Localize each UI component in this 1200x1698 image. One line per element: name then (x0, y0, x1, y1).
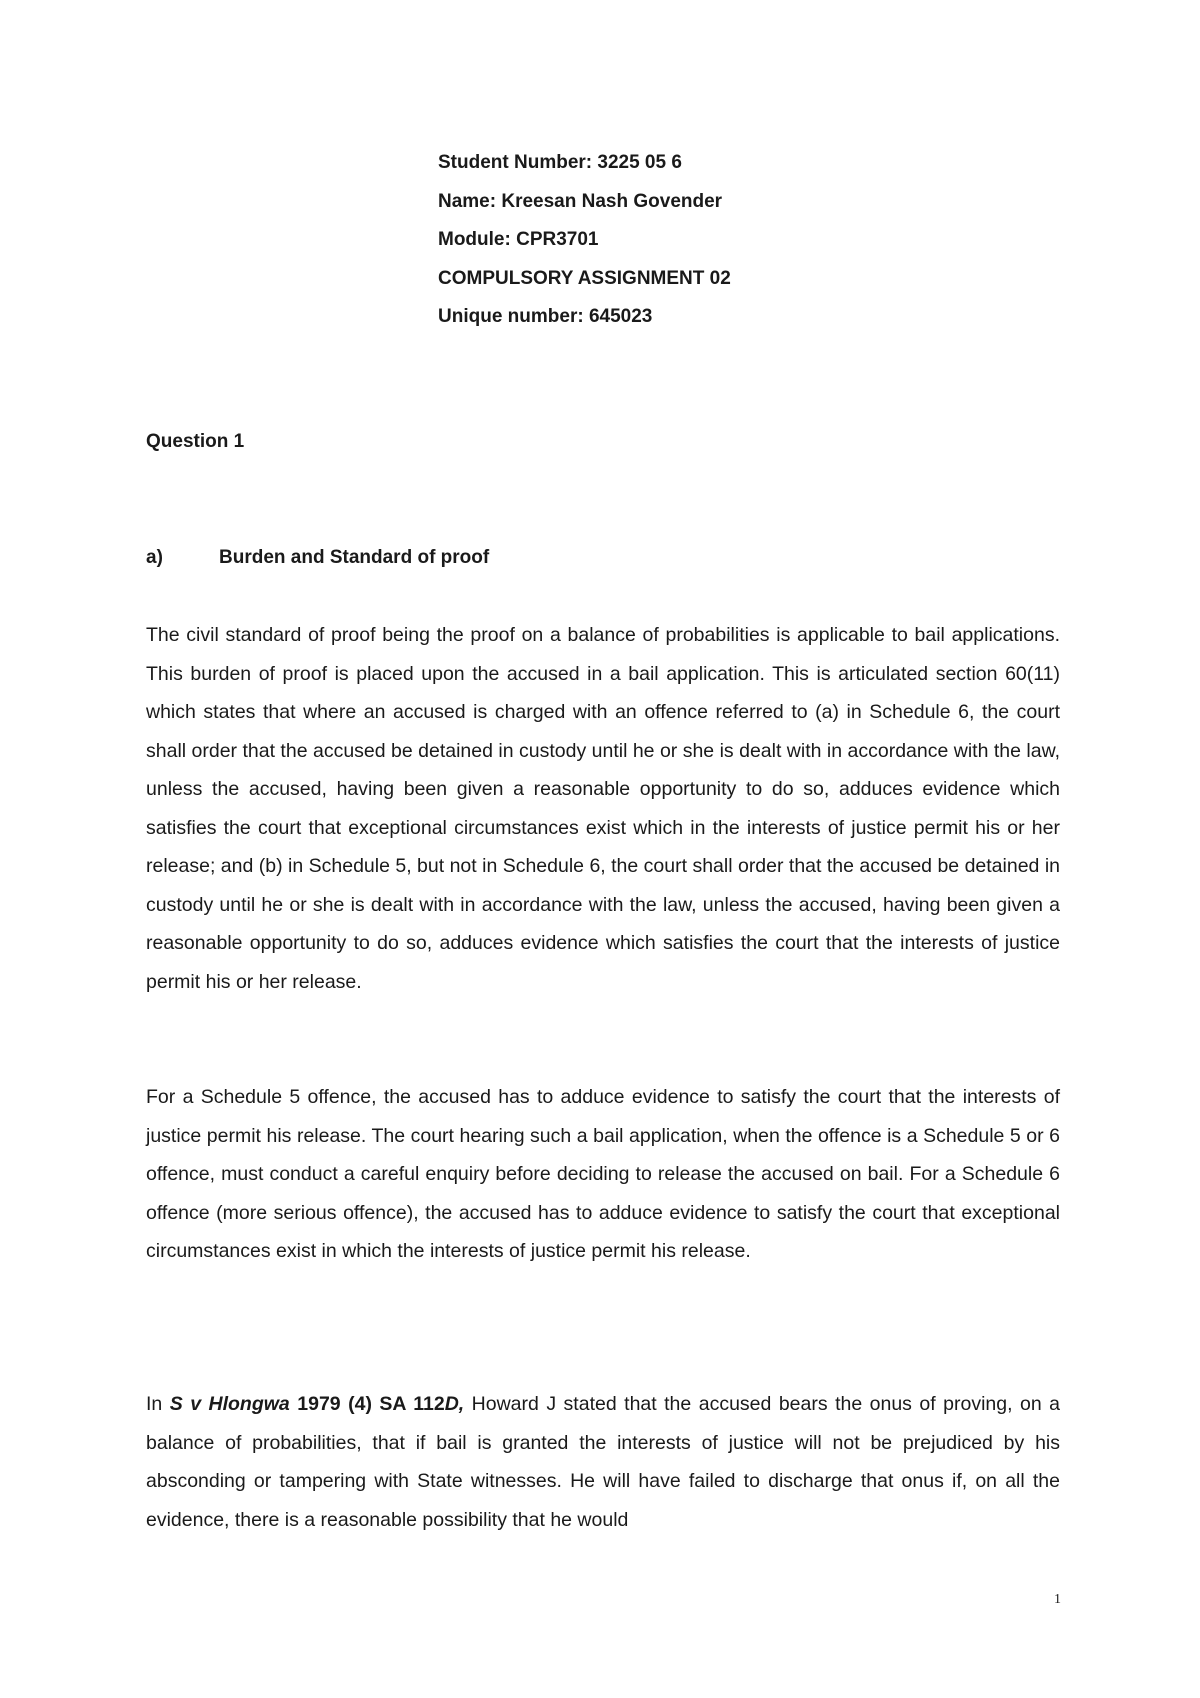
unique-number: Unique number: 645023 (438, 306, 653, 327)
section-heading (146, 547, 489, 569)
section-title: Burden and Standard of proof (219, 547, 490, 568)
case-intro: In (146, 1393, 170, 1415)
question-heading: Question 1 (146, 431, 245, 452)
student-name: Name: Kreesan Nash Govender (438, 190, 723, 212)
page-number: 1 (1054, 1592, 1061, 1607)
assignment-title: COMPULSORY ASSIGNMENT 02 (438, 267, 731, 289)
case-body: Howard J stated that the accused bears the onus of proving, on a balance of probabilities, that if bail is granted the interests of justice will not be prejudiced by his absconding or tampering with State witnesses. He will have failed to discharge that onus if, on all the evidence, there is a reasonable possibility that he would (146, 1393, 1060, 1531)
paragraph-case-law (146, 1385, 1060, 1539)
student-number: Student Number: 3225 05 6 (438, 152, 682, 173)
paragraph-schedule-offences: For a Schedule 5 offence, the accused has to adduce evidence to satisfy the court that the interests of justice permit his release. The court hearing such a bail application, when the offence is a Schedule 5 or 6 offence, must conduct a careful enquiry before deciding to release the accused on bail. For a Schedule 6 offence (more serious offence), the accused has to adduce evidence to satisfy the court that exceptional circumstances exist in which the interests of justice permit his release. (146, 1086, 1060, 1262)
student-info-header (438, 144, 731, 337)
case-citation-letter: D, (444, 1393, 465, 1415)
module-code: Module: CPR3701 (438, 229, 599, 250)
section-letter: a) (146, 547, 163, 568)
case-name: S v Hlongwa (169, 1393, 290, 1415)
case-citation: 1979 (4) SA 112 (289, 1393, 445, 1415)
paragraph-civil-standard: The civil standard of proof being the proof on a balance of probabilities is applicable to bail applications. This burden of proof is placed upon the accused in a bail application. This is articulated section 60(11) which states that where an accused is charged with an offence referred to (a) in Schedule 6, the court shall order that the accused be detained in custody until he or she is dealt with in accordance with the law, unless the accused, having been given a reasonable opportunity to do so, adduces evidence which satisfies the court that exceptional circumstances exist which in the interests of justice permit his or her release; and (b) in Schedule 5, but not in Schedule 6, the court shall order that the accused be detained in custody until he or she is dealt with in accordance with the law, unless the accused, having been given a reasonable opportunity to do so, adduces evidence which satisfies the court that the interests of justice permit his or her release. (146, 624, 1060, 993)
